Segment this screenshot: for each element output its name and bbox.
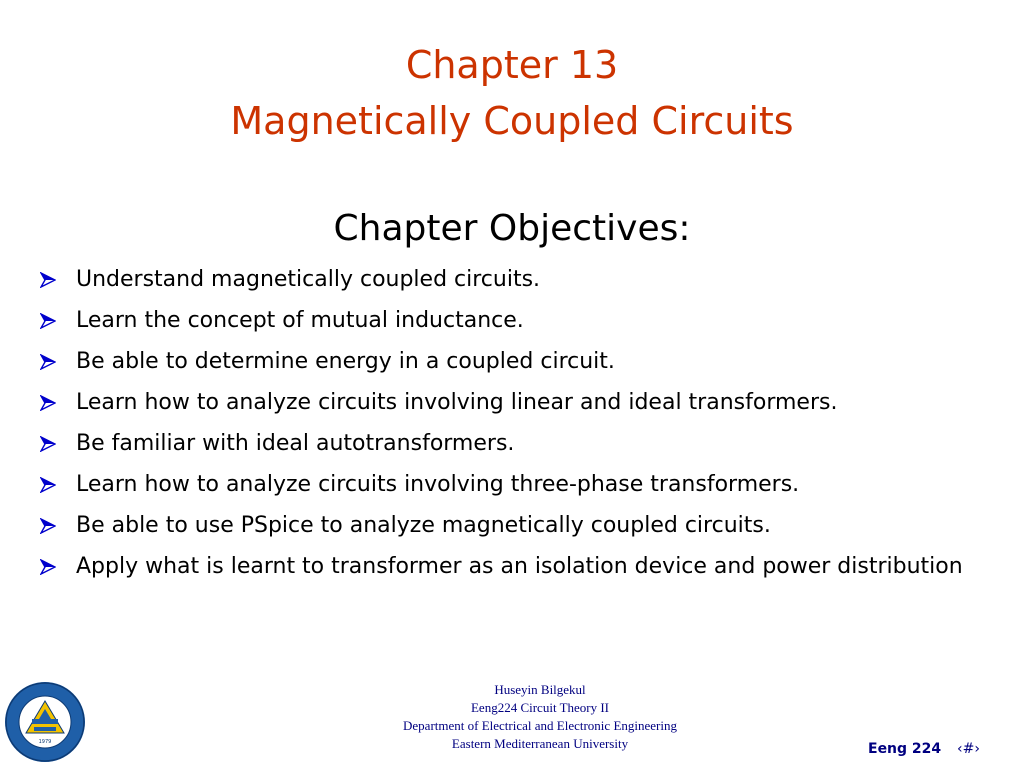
arrow-bullet-icon: [40, 518, 56, 534]
objective-item: [38, 264, 1008, 296]
slide-title-chapter: Chapter 13: [405, 43, 619, 87]
slide-number: ‹#›: [957, 741, 980, 757]
section-heading: Chapter Objectives:: [333, 208, 691, 249]
objective-item: [38, 428, 1008, 460]
objective-item: [38, 387, 1008, 419]
slide-title-topic: Magnetically Coupled Circuits: [230, 99, 794, 143]
objective-item: [38, 551, 1008, 582]
objective-item: [38, 510, 1008, 542]
objective-text: Apply what is learnt to transformer as an isolation device and power distribution: [76, 554, 963, 579]
footer-course: Eeng224 Circuit Theory II: [470, 700, 610, 715]
objective-text: Learn the concept of mutual inductance.: [76, 308, 524, 333]
arrow-bullet-icon: [40, 313, 56, 329]
arrow-bullet-icon: [40, 559, 56, 575]
objective-text: Be able to use PSpice to analyze magnetically coupled circuits.: [76, 513, 771, 538]
objective-text: Learn how to analyze circuits involving linear and ideal transformers.: [76, 390, 838, 415]
footer-department: Department of Electrical and Electronic Engineering: [403, 718, 677, 733]
arrow-bullet-icon: [40, 354, 56, 370]
objective-text: Be familiar with ideal autotransformers.: [76, 431, 515, 456]
footer-credits: [340, 681, 740, 753]
objective-text: Understand magnetically coupled circuits.: [76, 267, 541, 292]
svg-text:1979: 1979: [38, 739, 52, 745]
objective-text: Be able to determine energy in a coupled circuit.: [76, 349, 615, 374]
objectives-list: [38, 264, 1008, 591]
arrow-bullet-icon: [40, 477, 56, 493]
footer-university: Eastern Mediterranean University: [451, 736, 629, 751]
objective-text: Learn how to analyze circuits involving three-phase transformers.: [76, 472, 800, 497]
objective-item: [38, 469, 1008, 501]
arrow-bullet-icon: [40, 272, 56, 288]
objective-item: [38, 346, 1008, 378]
arrow-bullet-icon: [40, 395, 56, 411]
university-logo-icon: [4, 681, 86, 763]
arrow-bullet-icon: [40, 436, 56, 452]
objective-item: [38, 305, 1008, 337]
footer-author: Huseyin Bilgekul: [494, 682, 586, 697]
course-tag: Eeng 224: [868, 741, 942, 757]
